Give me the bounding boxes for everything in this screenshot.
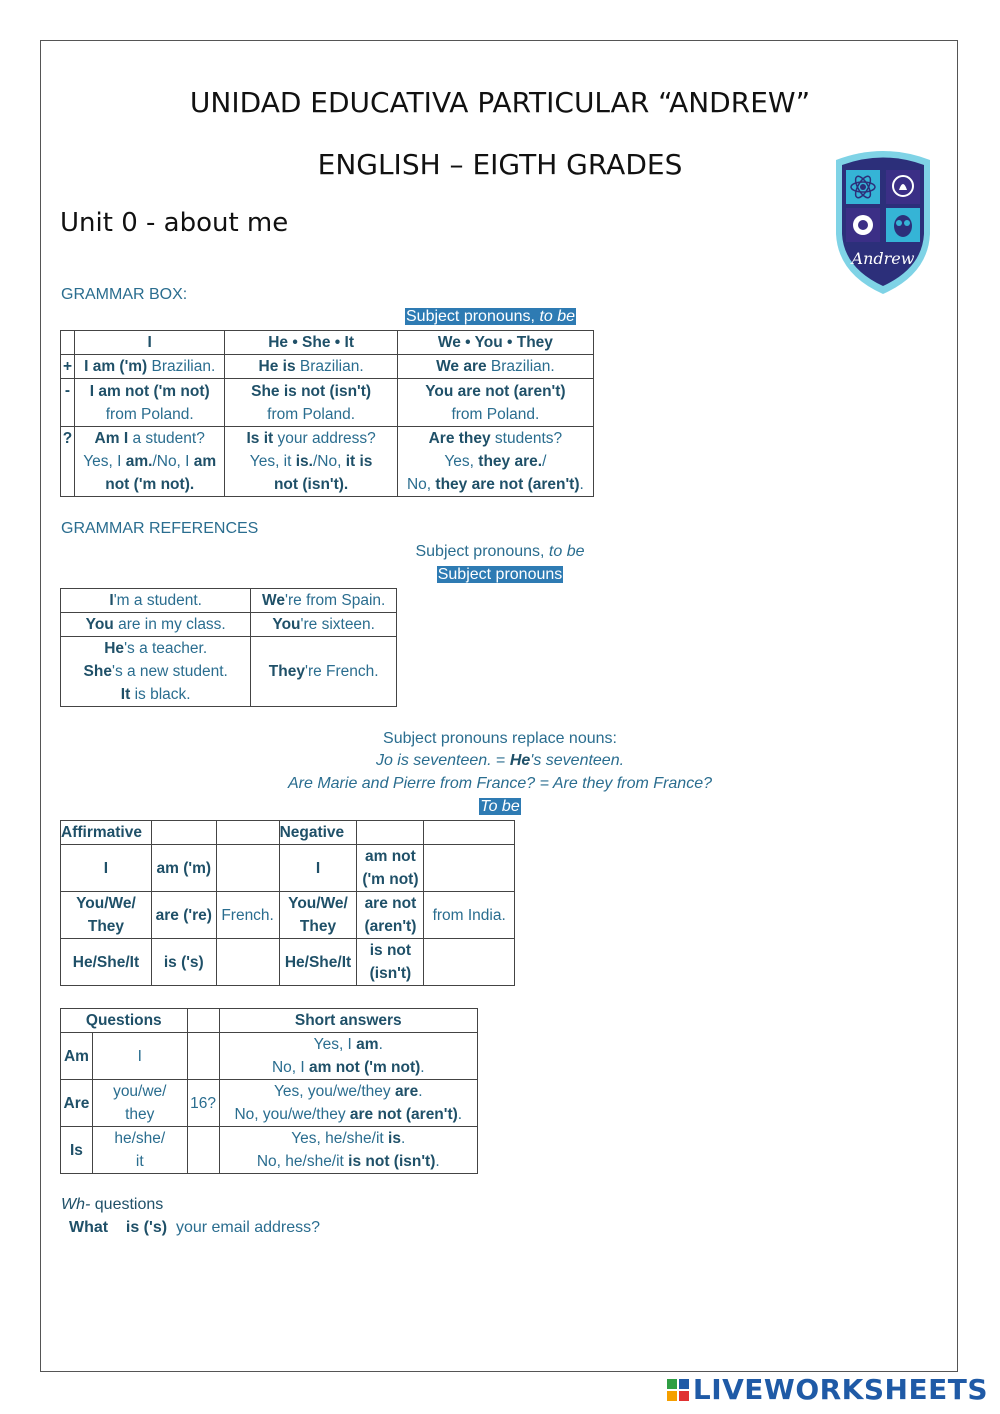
unit-title: Unit 0 - about me — [60, 208, 289, 238]
wh-questions-title: Wh- questions — [61, 1196, 164, 1213]
liveworksheets-logo-icon — [667, 1379, 689, 1401]
subject-pronouns-heading: Subject pronouns — [437, 566, 563, 583]
to-be-heading: To be — [480, 798, 520, 815]
grammar-references-subtitle: Subject pronouns, to be — [415, 543, 585, 560]
grammar-box-label: GRAMMAR BOX: — [61, 286, 188, 303]
questions-table: Questions Short answers Am I Yes, I am. No, I am not ('m not). Are you/we/ they 16? Yes, you/we/they are. No, you/we/they are not (aren't). Is he/she/ it Yes, he/she/it is. No, he/she/it is not (isn't). — [60, 1008, 478, 1174]
crest-name-text: Andrew — [851, 249, 915, 268]
grammar-box-title: Subject pronouns, to be — [406, 308, 576, 325]
subject-pronouns-table: I'm a student. We're from Spain. You are in my class. You're sixteen. He's a teacher. She's a new student. It is black. They're French. — [60, 588, 397, 707]
school-crest-logo — [832, 146, 934, 296]
school-title: UNIDAD EDUCATIVA PARTICULAR “ANDREW” — [189, 86, 811, 119]
wh-question-example: What is ('s) your email address? — [69, 1219, 321, 1236]
grammar-references-label: GRAMMAR REFERENCES — [61, 520, 259, 537]
example-sentence-2: Are Marie and Pierre from France? = Are they from France? — [287, 775, 712, 792]
to-be-table: Affirmative Negative I am ('m) I am not ('m not) You/We/ They are ('re) French. You/We/ They are not (aren't) from India. He/She/It is ('s) He/She/It is not (isn't) — [60, 820, 515, 986]
grammar-box-table: I He • She • It We • You • They + I am ('m) Brazilian. He is Brazilian. We are Brazilian. - I am not ('m not) from Poland. She is not (isn't) from Poland. You are not (aren't) from Poland. ? Am I a student? Yes, I am./No, I am not ('m not). Is it your address? Yes, it is./No, it is not (isn't). Are they students? Yes, they are./ No, they are not (aren't). — [60, 330, 594, 497]
replace-nouns-title: Subject pronouns replace nouns: — [383, 730, 617, 747]
course-title: ENGLISH – EIGTH GRADES — [317, 148, 683, 181]
example-sentence-1: Jo is seventeen. = He's seventeen. — [375, 752, 625, 769]
liveworksheets-watermark[interactable]: LIVEWORKSHEETS — [667, 1373, 988, 1406]
